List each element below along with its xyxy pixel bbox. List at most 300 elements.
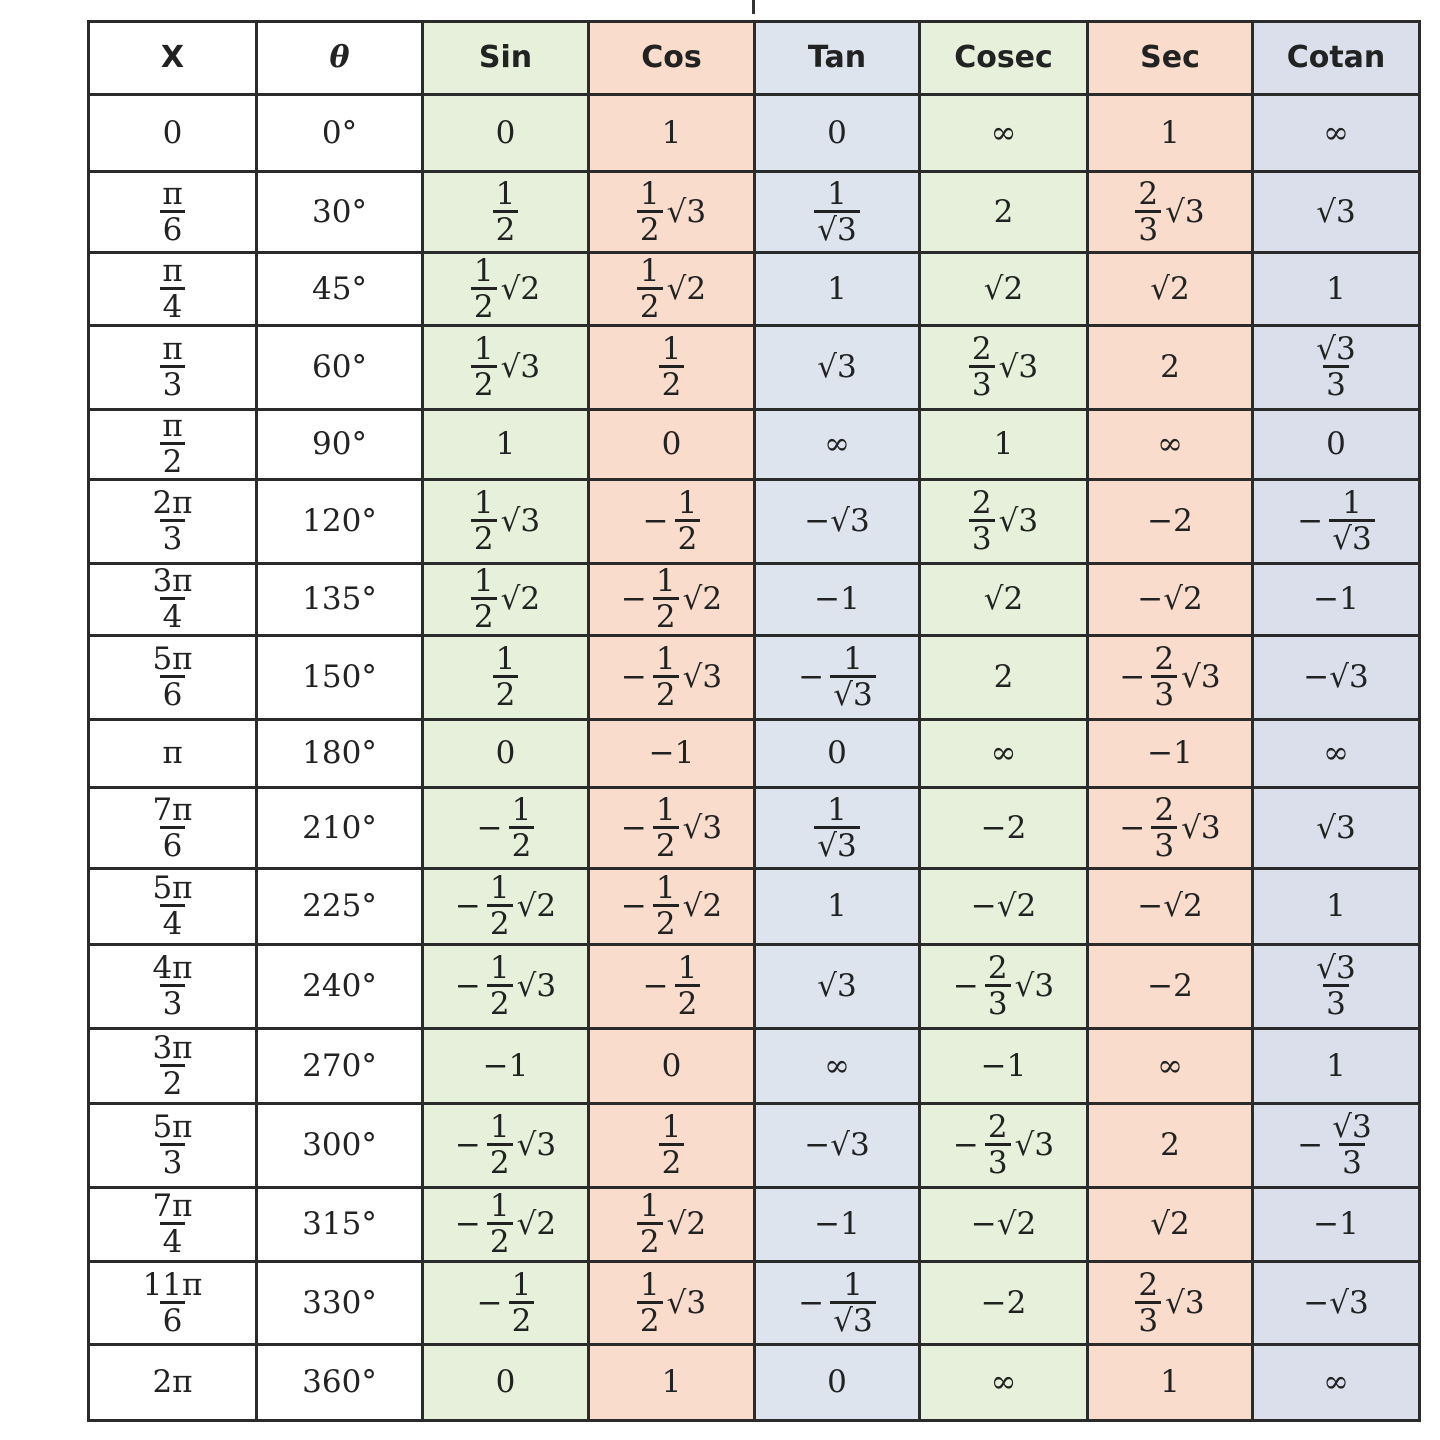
denominator: 2 bbox=[637, 210, 663, 246]
header-tan: Tan bbox=[755, 22, 920, 95]
math-expression bbox=[454, 1109, 557, 1181]
denominator: 2 bbox=[493, 210, 519, 246]
math-expression bbox=[827, 735, 847, 771]
fraction bbox=[493, 175, 519, 248]
numerator: 1 bbox=[473, 252, 494, 289]
denominator: 3 bbox=[1151, 675, 1177, 711]
math-expression bbox=[661, 1364, 682, 1400]
numerator: 3π bbox=[152, 563, 193, 599]
math-expression bbox=[969, 331, 1039, 403]
numerator: 2 bbox=[1138, 1266, 1159, 1303]
value-text: −2 bbox=[980, 809, 1027, 846]
numerator: 1 bbox=[473, 563, 494, 599]
numerator: 1 bbox=[661, 331, 682, 367]
header-cosec: Cosec bbox=[920, 22, 1088, 95]
numerator: 1 bbox=[495, 175, 516, 212]
cell-cos bbox=[589, 720, 755, 788]
table-row bbox=[89, 720, 1420, 788]
value-text: 0 bbox=[495, 114, 516, 151]
minus-sign: − bbox=[1297, 503, 1324, 539]
fraction bbox=[659, 331, 685, 403]
table-row bbox=[89, 1104, 1420, 1188]
fraction bbox=[653, 791, 679, 864]
value-text: −2 bbox=[980, 1284, 1027, 1321]
table-row bbox=[89, 172, 1420, 253]
radical: √3 bbox=[500, 503, 541, 539]
value-text: −√3 bbox=[1303, 1284, 1369, 1321]
numerator: 5π bbox=[152, 870, 193, 906]
fraction bbox=[159, 252, 185, 325]
denominator: 4 bbox=[160, 597, 186, 633]
math-expression bbox=[798, 1266, 875, 1339]
numerator: 1 bbox=[495, 641, 516, 677]
numerator: 2 bbox=[987, 1109, 1008, 1145]
cell-sec bbox=[1088, 253, 1253, 326]
numerator: 2π bbox=[152, 485, 193, 521]
cell-cos bbox=[589, 636, 755, 720]
fraction bbox=[487, 950, 513, 1022]
denominator: 3 bbox=[1135, 210, 1161, 246]
math-expression bbox=[804, 503, 870, 539]
math-expression bbox=[149, 791, 195, 864]
fraction bbox=[149, 1188, 195, 1260]
cell-cotan bbox=[1253, 1345, 1420, 1421]
numerator: 1 bbox=[489, 1109, 510, 1145]
cell-cosec bbox=[920, 564, 1088, 636]
cell-x bbox=[89, 1188, 257, 1262]
fraction bbox=[830, 641, 875, 713]
value-text: ∞ bbox=[1323, 114, 1349, 151]
table-row bbox=[89, 1188, 1420, 1262]
fraction bbox=[149, 791, 195, 864]
value-text: 2 bbox=[993, 193, 1014, 230]
cell-sec bbox=[1088, 788, 1253, 869]
math-expression bbox=[824, 1047, 850, 1084]
numerator: 11π bbox=[142, 1266, 203, 1303]
value-text: −1 bbox=[648, 735, 695, 771]
value-text: −1 bbox=[1147, 735, 1193, 771]
denominator: 2 bbox=[487, 984, 513, 1020]
math-expression bbox=[471, 485, 541, 557]
math-expression bbox=[159, 331, 185, 403]
math-expression bbox=[1160, 1364, 1180, 1400]
minus-sign: − bbox=[476, 809, 503, 846]
cell-tan bbox=[755, 1188, 920, 1262]
denominator: 2 bbox=[637, 287, 663, 323]
minus-sign: − bbox=[476, 1284, 503, 1321]
numerator: 1 bbox=[655, 563, 676, 599]
math-expression bbox=[993, 659, 1014, 695]
math-expression bbox=[637, 1266, 707, 1339]
numerator: 1 bbox=[639, 1266, 660, 1303]
numerator: 1 bbox=[655, 641, 676, 677]
denominator: 2 bbox=[471, 287, 497, 323]
minus-sign: − bbox=[454, 1206, 481, 1242]
table-row bbox=[89, 253, 1420, 326]
radical: √2 bbox=[682, 581, 723, 617]
fraction bbox=[969, 485, 995, 557]
fraction bbox=[487, 1109, 513, 1181]
numerator: 1 bbox=[843, 641, 863, 677]
minus-sign: − bbox=[620, 581, 647, 617]
math-expression bbox=[1157, 426, 1183, 462]
fraction bbox=[149, 563, 195, 635]
cell-x bbox=[89, 1029, 257, 1104]
value-text: ∞ bbox=[1157, 1047, 1183, 1084]
math-expression bbox=[493, 641, 519, 713]
math-expression bbox=[980, 1284, 1027, 1321]
header-row bbox=[89, 22, 1420, 95]
numerator: 7π bbox=[152, 1188, 193, 1224]
denominator: 2 bbox=[160, 442, 186, 478]
denominator: 2 bbox=[653, 597, 679, 633]
cell-cotan bbox=[1253, 326, 1420, 410]
cell-tan bbox=[755, 326, 920, 410]
math-expression bbox=[1137, 581, 1203, 617]
fraction bbox=[675, 485, 701, 557]
cell-cotan bbox=[1253, 564, 1420, 636]
math-expression bbox=[1313, 581, 1359, 617]
cell-cotan bbox=[1253, 410, 1420, 480]
value-text: −√3 bbox=[804, 503, 870, 539]
denominator: 2 bbox=[509, 1301, 535, 1337]
cell-sec bbox=[1088, 172, 1253, 253]
cell-cos bbox=[589, 253, 755, 326]
math-expression bbox=[159, 252, 185, 325]
math-expression bbox=[471, 252, 541, 325]
table-body bbox=[89, 95, 1420, 1421]
math-expression bbox=[149, 563, 195, 635]
minus-sign: − bbox=[454, 1127, 481, 1163]
value-text: −1 bbox=[814, 581, 860, 617]
math-expression bbox=[980, 809, 1027, 846]
cell-cotan bbox=[1253, 1262, 1420, 1345]
cell-tan bbox=[755, 788, 920, 869]
math-expression bbox=[814, 581, 860, 617]
math-expression bbox=[493, 175, 519, 248]
cell-tan bbox=[755, 869, 920, 945]
math-expression bbox=[454, 870, 557, 942]
math-expression bbox=[149, 641, 195, 713]
value-text: √2 bbox=[1150, 270, 1190, 307]
math-expression bbox=[149, 1029, 195, 1102]
value-text: −1 bbox=[1313, 581, 1359, 617]
fraction bbox=[969, 331, 995, 403]
value-text: 0 bbox=[827, 114, 847, 151]
fraction bbox=[1135, 175, 1161, 248]
math-expression bbox=[804, 1127, 870, 1163]
math-expression bbox=[637, 1188, 707, 1260]
value-text: −√2 bbox=[1137, 581, 1203, 617]
minus-sign: − bbox=[798, 659, 825, 695]
numerator: 1 bbox=[677, 485, 698, 521]
cell-x bbox=[89, 1104, 257, 1188]
cell-sin bbox=[423, 636, 589, 720]
fraction bbox=[653, 641, 679, 713]
math-expression bbox=[952, 1109, 1055, 1181]
denominator: 3 bbox=[160, 984, 186, 1020]
cell-sin bbox=[423, 95, 589, 172]
radical: √3 bbox=[516, 1127, 557, 1163]
fraction bbox=[637, 252, 663, 325]
value-text: √3 bbox=[817, 349, 857, 385]
cell-cotan bbox=[1253, 480, 1420, 564]
denominator: 2 bbox=[471, 365, 497, 401]
math-expression bbox=[827, 114, 847, 151]
cell-sec bbox=[1088, 1029, 1253, 1104]
header-cotan: Cotan bbox=[1253, 22, 1420, 95]
cell-cosec bbox=[920, 172, 1088, 253]
cell-cotan bbox=[1253, 253, 1420, 326]
math-expression bbox=[990, 735, 1017, 771]
cell-sin bbox=[423, 326, 589, 410]
math-expression bbox=[1119, 641, 1221, 713]
value-text: 1 bbox=[495, 426, 516, 462]
math-expression bbox=[152, 1364, 193, 1400]
fraction bbox=[985, 1109, 1011, 1181]
value-text: 1 bbox=[827, 888, 847, 924]
radical: √3 bbox=[1181, 659, 1221, 695]
math-expression bbox=[1147, 968, 1193, 1004]
math-expression bbox=[620, 641, 723, 713]
minus-sign: − bbox=[620, 809, 647, 846]
fraction bbox=[487, 1188, 513, 1260]
math-expression bbox=[1326, 270, 1346, 307]
math-expression bbox=[661, 1047, 682, 1084]
fraction bbox=[149, 950, 195, 1022]
cell-sec bbox=[1088, 1262, 1253, 1345]
math-expression bbox=[476, 1266, 535, 1339]
value-text: ∞ bbox=[990, 735, 1017, 771]
cell-cos bbox=[589, 410, 755, 480]
math-expression bbox=[159, 411, 185, 478]
numerator: 2 bbox=[1138, 175, 1159, 212]
header-x: X bbox=[89, 22, 257, 95]
cell-sin bbox=[423, 172, 589, 253]
numerator: 7π bbox=[152, 791, 193, 828]
cell-cotan bbox=[1253, 636, 1420, 720]
cell-cosec bbox=[920, 945, 1088, 1029]
math-expression bbox=[1323, 114, 1349, 151]
math-expression bbox=[149, 1109, 195, 1181]
denominator: 2 bbox=[487, 1222, 513, 1258]
cell-theta: 180° bbox=[257, 720, 423, 788]
cell-x bbox=[89, 1262, 257, 1345]
math-expression bbox=[1150, 270, 1190, 307]
radical: √2 bbox=[500, 581, 541, 617]
numerator: 1 bbox=[473, 485, 494, 521]
numerator: 3π bbox=[152, 1029, 193, 1066]
table-row bbox=[89, 1262, 1420, 1345]
cell-sin bbox=[423, 253, 589, 326]
value-text: ∞ bbox=[990, 114, 1017, 151]
cell-x bbox=[89, 410, 257, 480]
math-expression bbox=[495, 1364, 516, 1400]
fraction bbox=[637, 1266, 663, 1339]
math-expression bbox=[1135, 1266, 1205, 1339]
trig-values-table bbox=[87, 20, 1421, 1422]
cell-tan bbox=[755, 1104, 920, 1188]
cell-x bbox=[89, 253, 257, 326]
math-expression bbox=[1303, 659, 1369, 695]
denominator: 3 bbox=[1323, 365, 1349, 401]
cell-x bbox=[89, 720, 257, 788]
math-expression bbox=[983, 270, 1024, 307]
fraction bbox=[159, 331, 185, 403]
radical: √2 bbox=[516, 888, 557, 924]
math-expression bbox=[471, 563, 541, 635]
fraction bbox=[509, 1266, 535, 1339]
math-expression bbox=[159, 175, 185, 248]
math-expression bbox=[969, 485, 1039, 557]
fraction bbox=[1151, 641, 1177, 713]
cell-x bbox=[89, 480, 257, 564]
math-expression bbox=[149, 485, 195, 557]
cell-cos bbox=[589, 172, 755, 253]
numerator: 1 bbox=[489, 1188, 510, 1224]
numerator: 1 bbox=[473, 331, 494, 367]
cell-cos bbox=[589, 869, 755, 945]
cell-tan bbox=[755, 410, 920, 480]
table-row bbox=[89, 1345, 1420, 1421]
denominator: 2 bbox=[487, 1143, 513, 1179]
radical: √3 bbox=[1181, 809, 1221, 846]
math-expression bbox=[140, 1266, 206, 1339]
math-expression bbox=[1323, 735, 1349, 771]
value-text: 0 bbox=[661, 426, 682, 462]
math-expression bbox=[162, 735, 183, 771]
value-text: 0 bbox=[827, 1364, 847, 1400]
math-expression bbox=[659, 1109, 685, 1181]
math-expression bbox=[1137, 888, 1203, 924]
numerator: π bbox=[162, 175, 183, 212]
math-expression bbox=[471, 331, 541, 403]
denominator: 4 bbox=[160, 1222, 186, 1258]
radical: √3 bbox=[1165, 1284, 1205, 1321]
cell-cosec bbox=[920, 1188, 1088, 1262]
fraction bbox=[509, 791, 535, 864]
fraction bbox=[1329, 1109, 1374, 1181]
cell-cotan bbox=[1253, 95, 1420, 172]
fraction bbox=[659, 1109, 685, 1181]
denominator: 2 bbox=[659, 1143, 685, 1179]
minus-sign: − bbox=[1119, 659, 1146, 695]
cell-cotan bbox=[1253, 720, 1420, 788]
cell-theta: 270° bbox=[257, 1029, 423, 1104]
fraction bbox=[1313, 950, 1358, 1022]
cell-cos bbox=[589, 1345, 755, 1421]
minus-sign: − bbox=[952, 1127, 979, 1163]
value-text: 0 bbox=[495, 1364, 516, 1400]
math-expression bbox=[495, 426, 516, 462]
radical: √3 bbox=[1014, 1127, 1055, 1163]
denominator: 2 bbox=[653, 675, 679, 711]
cell-sin bbox=[423, 480, 589, 564]
denominator: √3 bbox=[814, 826, 859, 862]
value-text: √2 bbox=[983, 581, 1024, 617]
minus-sign: − bbox=[642, 503, 669, 539]
minus-sign: − bbox=[454, 968, 481, 1004]
value-text: −1 bbox=[980, 1047, 1027, 1084]
cell-sin bbox=[423, 564, 589, 636]
denominator: 3 bbox=[1135, 1301, 1161, 1337]
cell-cosec bbox=[920, 326, 1088, 410]
math-expression bbox=[993, 193, 1014, 230]
math-expression bbox=[990, 1364, 1017, 1400]
cell-tan bbox=[755, 172, 920, 253]
math-expression bbox=[1323, 1364, 1349, 1400]
top-tick-mark bbox=[752, 0, 755, 14]
math-expression bbox=[1119, 791, 1221, 864]
value-text: 1 bbox=[1160, 114, 1180, 151]
fraction bbox=[1135, 1266, 1161, 1339]
cell-tan bbox=[755, 1262, 920, 1345]
denominator: 3 bbox=[969, 519, 995, 555]
math-expression bbox=[983, 581, 1024, 617]
math-expression bbox=[1326, 888, 1346, 924]
math-expression bbox=[1135, 175, 1205, 248]
cell-theta: 45° bbox=[257, 253, 423, 326]
value-text: ∞ bbox=[1157, 426, 1183, 462]
value-text: √2 bbox=[1150, 1206, 1190, 1242]
cell-x bbox=[89, 326, 257, 410]
radical: √3 bbox=[998, 503, 1039, 539]
fraction bbox=[149, 1029, 195, 1102]
math-expression bbox=[149, 1188, 195, 1260]
denominator: 3 bbox=[160, 519, 186, 555]
numerator: 1 bbox=[511, 1266, 532, 1303]
math-expression bbox=[827, 888, 847, 924]
header-theta: θ bbox=[257, 22, 423, 95]
value-text: ∞ bbox=[824, 426, 850, 462]
numerator: 4π bbox=[152, 950, 193, 986]
fraction bbox=[1313, 331, 1358, 403]
math-expression bbox=[980, 1047, 1027, 1084]
cell-cos bbox=[589, 1188, 755, 1262]
minus-sign: − bbox=[620, 659, 647, 695]
cell-cos bbox=[589, 1262, 755, 1345]
math-expression bbox=[814, 175, 859, 248]
cell-sec bbox=[1088, 326, 1253, 410]
cell-sin bbox=[423, 869, 589, 945]
numerator: 2 bbox=[1154, 641, 1175, 677]
denominator: 3 bbox=[985, 984, 1011, 1020]
math-expression bbox=[648, 735, 695, 771]
table-row bbox=[89, 869, 1420, 945]
radical: √2 bbox=[516, 1206, 557, 1242]
numerator: √3 bbox=[1316, 950, 1356, 986]
value-text: −1 bbox=[482, 1047, 529, 1084]
cell-sec bbox=[1088, 720, 1253, 788]
numerator: 1 bbox=[661, 1109, 682, 1145]
numerator: π bbox=[162, 252, 183, 289]
value-text: ∞ bbox=[990, 1364, 1017, 1400]
cell-tan bbox=[755, 945, 920, 1029]
minus-sign: − bbox=[1297, 1127, 1324, 1163]
denominator: 3 bbox=[985, 1143, 1011, 1179]
math-expression bbox=[1313, 331, 1358, 403]
value-text: 1 bbox=[1326, 888, 1346, 924]
value-text: √3 bbox=[817, 968, 857, 1004]
value-text: −√2 bbox=[970, 888, 1037, 924]
denominator: 2 bbox=[675, 519, 701, 555]
numerator: √3 bbox=[1332, 1109, 1372, 1145]
value-text: −1 bbox=[814, 1206, 860, 1242]
numerator: π bbox=[162, 409, 183, 444]
numerator: 1 bbox=[655, 791, 676, 828]
fraction bbox=[149, 1109, 195, 1181]
cell-tan bbox=[755, 253, 920, 326]
